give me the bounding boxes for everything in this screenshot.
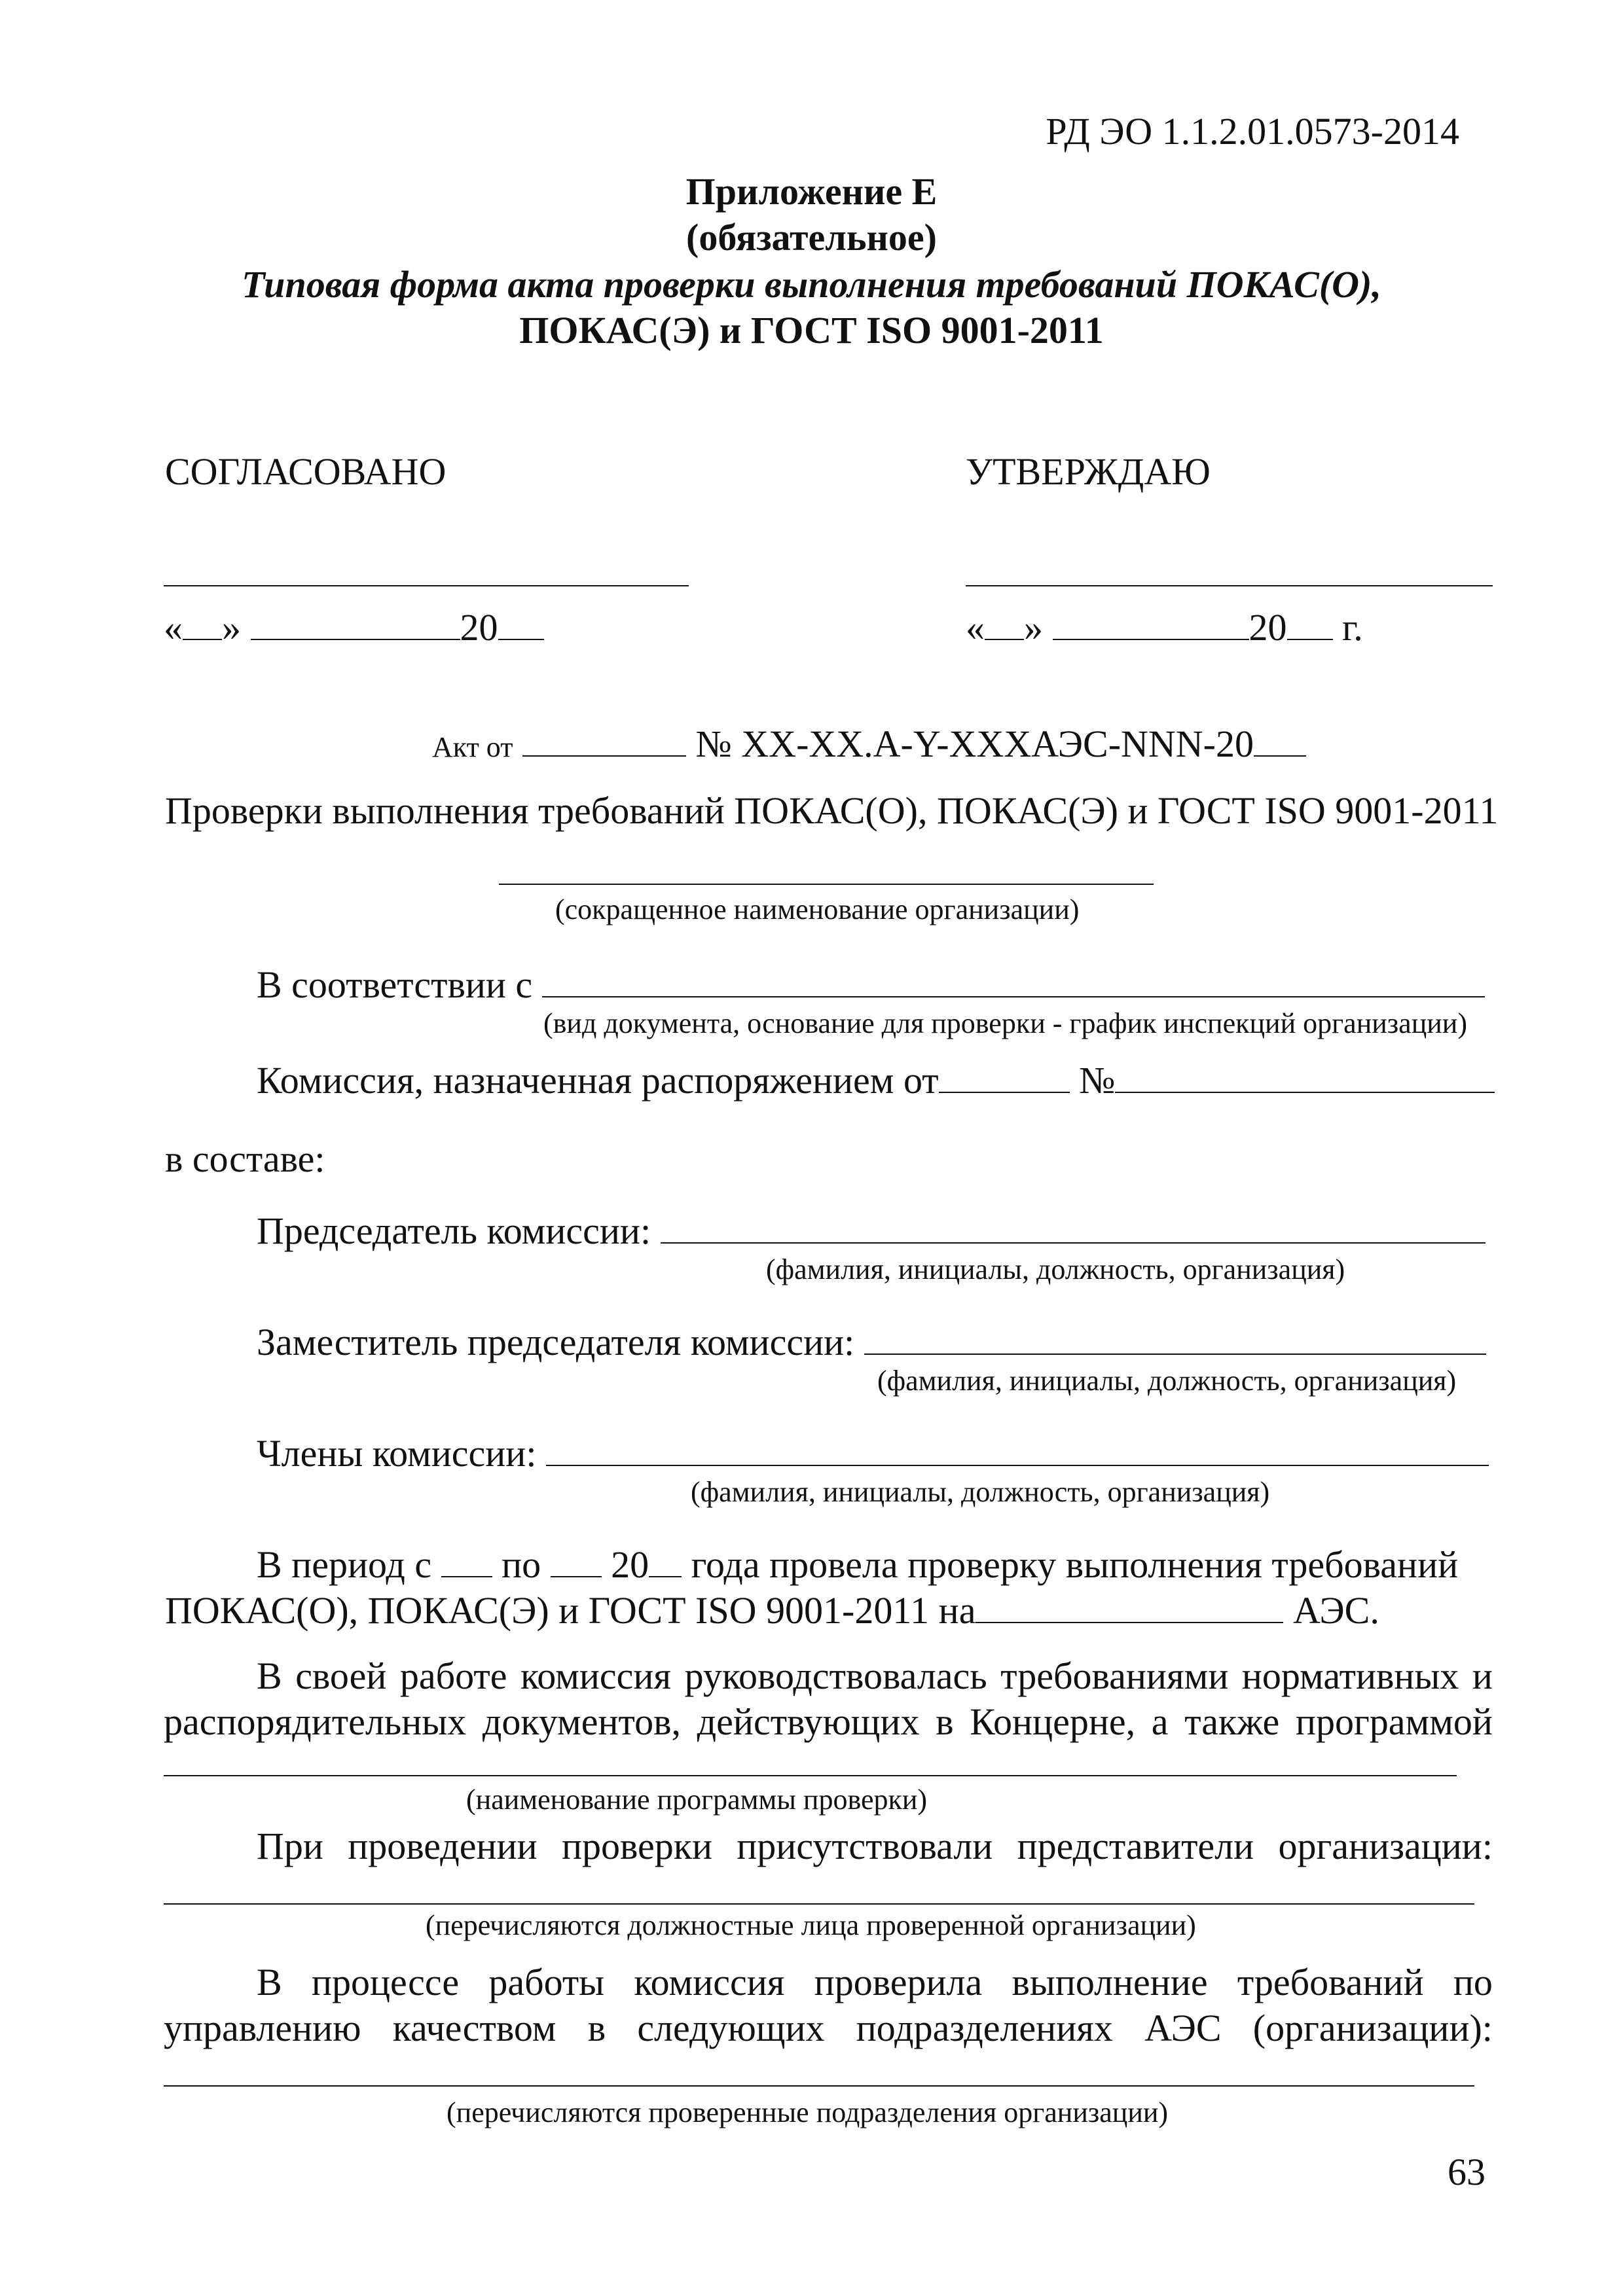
accordance-row <box>257 963 1485 1006</box>
month-blank <box>1053 610 1249 640</box>
members-label: Члены комиссии: <box>257 1432 537 1475</box>
members-row <box>257 1432 1489 1475</box>
guidance-line-2 <box>164 1700 1493 1743</box>
word: своей <box>295 1655 387 1697</box>
commission-row <box>257 1059 1495 1102</box>
deputy-row <box>257 1323 1486 1361</box>
process-line-2 <box>164 2009 1493 2047</box>
organization-line <box>499 884 1154 885</box>
approve-signature-line <box>966 585 1493 586</box>
year-blank <box>498 610 544 640</box>
quote-close: » <box>1024 606 1043 649</box>
subdivisions-line <box>164 2085 1474 2087</box>
chairman-label: Председатель комиссии: <box>257 1210 651 1252</box>
commission-label: Комиссия, назначенная распоряжением от <box>257 1059 939 1102</box>
npp-blank <box>976 1593 1283 1623</box>
year-prefix: 20 <box>460 606 498 649</box>
word: комиссия <box>520 1655 672 1697</box>
act-date-blank <box>522 726 686 757</box>
program-hint: (наименование программы проверки) <box>466 1784 928 1816</box>
deputy-blank <box>864 1325 1486 1355</box>
word: программой <box>1295 1700 1493 1743</box>
chairman-blank <box>661 1213 1486 1244</box>
word: а <box>1151 1700 1169 1743</box>
period-line-2 <box>165 1589 1379 1632</box>
word: В <box>257 1961 282 2003</box>
word: следующих <box>637 2007 825 2049</box>
chairman-row <box>257 1212 1486 1250</box>
period-to: по <box>501 1543 541 1586</box>
quote-open: « <box>966 606 985 649</box>
attendance-line <box>164 1827 1493 1865</box>
mandatory-label: (обязательное) <box>686 216 937 259</box>
to-blank <box>551 1547 602 1577</box>
word: При <box>257 1825 323 1867</box>
word: присутствовали <box>737 1825 993 1867</box>
word: Концерне, <box>970 1700 1136 1743</box>
year-prefix: 20 <box>1249 606 1287 649</box>
composition-label: в составе: <box>165 1138 325 1180</box>
word: управлению <box>164 2007 361 2049</box>
word: проверила <box>814 1961 983 2003</box>
accordance-hint: (вид документа, основание для проверки - график инспекций организации) <box>543 1007 1468 1039</box>
act-label: Акт от <box>432 731 513 763</box>
word: руководствовалась <box>684 1655 987 1697</box>
word: в <box>587 2007 606 2049</box>
quote-close: » <box>222 606 241 649</box>
check-title: Проверки выполнения требований ПОКАС(О), ПОКАС(Э) и ГОСТ ISO 9001-2011 <box>165 789 1499 832</box>
word: проведении <box>348 1825 538 1867</box>
title-line-2: ПОКАС(Э) и ГОСТ ISO 9001-2011 <box>519 309 1104 351</box>
word: процессе <box>311 1961 460 2003</box>
word: работе <box>399 1655 507 1697</box>
members-blank <box>546 1436 1489 1466</box>
period-rest: года провела проверку выполнения требований <box>691 1543 1459 1586</box>
word: требований <box>1237 1961 1424 2003</box>
word: организации: <box>1278 1825 1493 1867</box>
attendees-hint: (перечисляются должностные лица проверенной организации) <box>426 1909 1196 1941</box>
agreed-label: СОГЛАСОВАНО <box>165 450 447 493</box>
act-line <box>432 725 1306 763</box>
word: качеством <box>392 2007 556 2049</box>
day-blank <box>985 610 1024 640</box>
accordance-blank <box>542 967 1485 997</box>
quote-open: « <box>164 606 183 649</box>
page-number: 63 <box>1448 2151 1486 2193</box>
word: распорядительных <box>164 1700 467 1743</box>
word: В <box>257 1655 282 1697</box>
word: (организации): <box>1252 2007 1493 2049</box>
act-number: № XX-XX.A-Y-XXXАЭС-NNN-20 <box>695 723 1254 765</box>
word: документов, <box>482 1700 681 1743</box>
word: в <box>936 1700 954 1743</box>
program-line <box>164 1775 1457 1776</box>
agreed-date <box>164 606 544 649</box>
appendix-label: Приложение Е <box>685 170 938 213</box>
act-year-blank <box>1254 726 1306 757</box>
title-line-1: Типовая форма акта проверки выполнения требований ПОКАС(О), <box>242 263 1381 306</box>
process-line-1 <box>164 1961 1493 2003</box>
word: действующих <box>697 1700 920 1743</box>
word: представители <box>1017 1825 1254 1867</box>
approve-label: УТВЕРЖДАЮ <box>966 450 1211 493</box>
year-blank <box>1287 610 1333 640</box>
word: и <box>1472 1655 1493 1697</box>
period-from: В период с <box>257 1543 432 1586</box>
word: требованиями <box>1000 1655 1229 1697</box>
word: также <box>1184 1700 1280 1743</box>
from-blank <box>441 1547 492 1577</box>
period-line2-end: АЭС. <box>1292 1589 1379 1632</box>
period-line2-start: ПОКАС(О), ПОКАС(Э) и ГОСТ ISO 9001-2011 на <box>165 1589 976 1632</box>
year-suffix: г. <box>1342 606 1363 649</box>
month-blank <box>251 610 460 640</box>
approve-date <box>966 606 1363 649</box>
number-sign: № <box>1079 1059 1116 1102</box>
word: комиссия <box>634 1961 785 2003</box>
period-year: 20 <box>611 1543 649 1586</box>
word: проверки <box>561 1825 712 1867</box>
subdivisions-hint: (перечисляются проверенные подразделения организации) <box>447 2096 1169 2128</box>
word: нормативных <box>1241 1655 1459 1697</box>
period-line-1 <box>257 1543 1459 1586</box>
order-date-blank <box>939 1063 1070 1093</box>
attendees-line <box>164 1903 1474 1905</box>
agreed-signature-line <box>164 585 689 586</box>
document-code: РД ЭО 1.1.2.01.0573-2014 <box>1046 110 1459 152</box>
organization-hint: (сокращенное наименование организации) <box>555 893 1080 925</box>
word: работы <box>488 1961 605 2003</box>
word: выполнение <box>1012 1961 1208 2003</box>
members-hint: (фамилия, инициалы, должность, организация) <box>691 1476 1270 1508</box>
order-number-blank <box>1115 1063 1495 1093</box>
period-year-blank <box>649 1547 682 1577</box>
guidance-line-1 <box>164 1657 1493 1695</box>
chairman-hint: (фамилия, инициалы, должность, организация) <box>766 1253 1345 1285</box>
deputy-hint: (фамилия, инициалы, должность, организация) <box>877 1365 1457 1397</box>
word: подразделениях <box>856 2007 1113 2049</box>
word: АЭС <box>1144 2007 1222 2049</box>
deputy-label: Заместитель председателя комиссии: <box>257 1321 855 1363</box>
accordance-label: В соответствии с <box>257 963 533 1006</box>
word: по <box>1453 1961 1493 2003</box>
day-blank <box>183 610 222 640</box>
